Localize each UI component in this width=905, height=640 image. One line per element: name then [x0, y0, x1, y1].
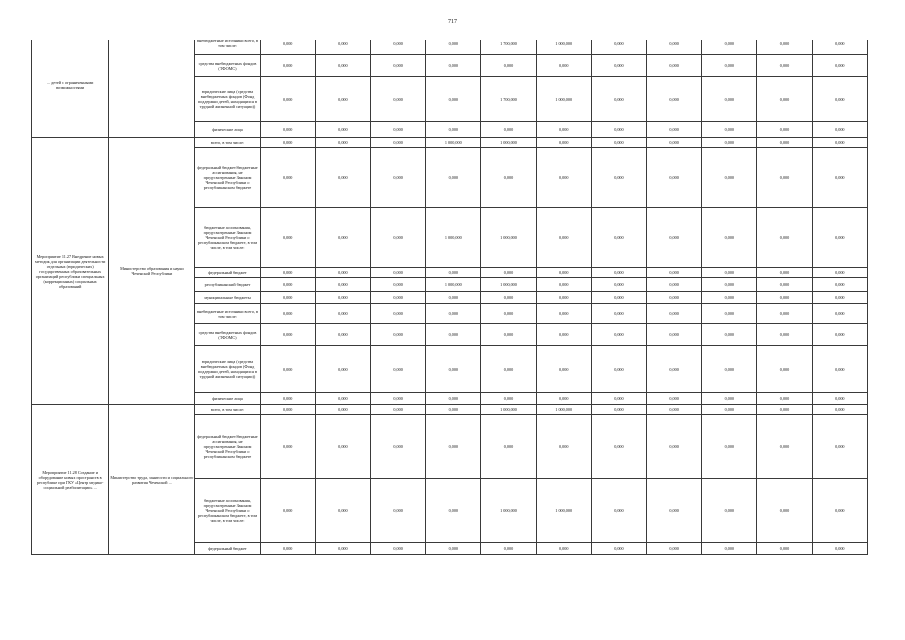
funding-source-cell: юридические лица (средства внебюджетных фондов (Фонд поддержки детей, находящихся в трудной жизненной ситуации)): [195, 346, 260, 393]
amount-cell: 0,000: [536, 543, 591, 555]
amount-cell: 0,000: [426, 393, 481, 405]
amount-cell: 0,000: [260, 304, 315, 324]
table-row: [32, 405, 868, 415]
measure-cell: Мероприятие 11.27 Внедрение новых методик для организации деятельности отдельных (юридических) государственных образовательных организаций республики специальных (коррекционных) социальных образований: [32, 138, 109, 405]
amount-cell: 0,000: [370, 543, 425, 555]
amount-cell: 0,000: [591, 208, 646, 268]
table-row: [32, 138, 868, 148]
amount-cell: 0,000: [591, 122, 646, 138]
amount-cell: 0,000: [702, 138, 757, 148]
amount-cell: 0,000: [426, 268, 481, 278]
amount-cell: 0,000: [536, 268, 591, 278]
amount-cell: 1 000,000: [536, 77, 591, 122]
amount-cell: 0,000: [426, 55, 481, 77]
amount-cell: 1 000,000: [481, 208, 536, 268]
funding-source-cell: средства внебюджетных фондов (ТФОМС): [195, 55, 260, 77]
amount-cell: 0,000: [647, 543, 702, 555]
amount-cell: 0,000: [370, 304, 425, 324]
funding-source-cell: бюджетные ассигнования, предусмотренные Законом Чеченской Республики о республиканском бюджете, в том числе, в том числе:: [195, 479, 260, 543]
funding-source-cell: федеральный бюджет: [195, 268, 260, 278]
amount-cell: 0,000: [591, 393, 646, 405]
amount-cell: 0,000: [260, 148, 315, 208]
amount-cell: 1 000,000: [426, 138, 481, 148]
amount-cell: 0,000: [370, 148, 425, 208]
amount-cell: 0,000: [426, 304, 481, 324]
funding-source-cell: физические лица: [195, 122, 260, 138]
amount-cell: 0,000: [702, 415, 757, 479]
amount-cell: 0,000: [702, 292, 757, 304]
amount-cell: 0,000: [702, 122, 757, 138]
funding-source-cell: бюджетные ассигнования, предусмотренные Законом Чеченской Республики о республиканском бюджете, в том числе, в том числе:: [195, 208, 260, 268]
amount-cell: 0,000: [481, 292, 536, 304]
funding-source-cell: всего, в том числе:: [195, 138, 260, 148]
amount-cell: 0,000: [260, 77, 315, 122]
amount-cell: 0,000: [370, 346, 425, 393]
amount-cell: 1 000,000: [536, 40, 591, 55]
amount-cell: 0,000: [812, 77, 867, 122]
amount-cell: 0,000: [315, 543, 370, 555]
amount-cell: 0,000: [812, 346, 867, 393]
amount-cell: 0,000: [260, 122, 315, 138]
budget-table: [31, 40, 868, 555]
amount-cell: 0,000: [702, 40, 757, 55]
amount-cell: 0,000: [591, 479, 646, 543]
amount-cell: 0,000: [426, 77, 481, 122]
amount-cell: 0,000: [647, 55, 702, 77]
amount-cell: 0,000: [315, 148, 370, 208]
amount-cell: 0,000: [757, 479, 812, 543]
amount-cell: 0,000: [647, 122, 702, 138]
funding-source-cell: средства внебюджетных фондов (ТФОМС): [195, 324, 260, 346]
amount-cell: 0,000: [481, 393, 536, 405]
amount-cell: 0,000: [370, 415, 425, 479]
amount-cell: 0,000: [591, 324, 646, 346]
amount-cell: 0,000: [757, 393, 812, 405]
amount-cell: 0,000: [370, 405, 425, 415]
funding-source-cell: внебюджетные источники всего, в том числе:: [195, 40, 260, 55]
amount-cell: 0,000: [757, 292, 812, 304]
amount-cell: 0,000: [315, 324, 370, 346]
amount-cell: 0,000: [260, 415, 315, 479]
amount-cell: 0,000: [426, 405, 481, 415]
amount-cell: 0,000: [481, 346, 536, 393]
amount-cell: 0,000: [591, 346, 646, 393]
amount-cell: 0,000: [812, 393, 867, 405]
amount-cell: 0,000: [315, 393, 370, 405]
amount-cell: 0,000: [647, 278, 702, 292]
amount-cell: 0,000: [591, 40, 646, 55]
amount-cell: 0,000: [757, 55, 812, 77]
funding-source-cell: физические лица: [195, 393, 260, 405]
amount-cell: 1 000,000: [426, 278, 481, 292]
amount-cell: 0,000: [591, 77, 646, 122]
amount-cell: 0,000: [426, 292, 481, 304]
amount-cell: 1 700,000: [481, 40, 536, 55]
amount-cell: 0,000: [702, 324, 757, 346]
funding-source-cell: республиканский бюджет: [195, 278, 260, 292]
amount-cell: 0,000: [812, 324, 867, 346]
amount-cell: 0,000: [757, 208, 812, 268]
amount-cell: 0,000: [315, 208, 370, 268]
amount-cell: 0,000: [812, 122, 867, 138]
amount-cell: 0,000: [370, 324, 425, 346]
amount-cell: 0,000: [536, 138, 591, 148]
amount-cell: 0,000: [757, 304, 812, 324]
amount-cell: 0,000: [536, 324, 591, 346]
amount-cell: 0,000: [315, 292, 370, 304]
amount-cell: 0,000: [260, 324, 315, 346]
amount-cell: 0,000: [370, 268, 425, 278]
amount-cell: 0,000: [536, 278, 591, 292]
amount-cell: 0,000: [647, 292, 702, 304]
amount-cell: 0,000: [591, 278, 646, 292]
amount-cell: 0,000: [370, 40, 425, 55]
amount-cell: 0,000: [702, 77, 757, 122]
amount-cell: 0,000: [370, 292, 425, 304]
amount-cell: 0,000: [426, 122, 481, 138]
funding-source-cell: муниципальные бюджеты: [195, 292, 260, 304]
amount-cell: 0,000: [757, 40, 812, 55]
amount-cell: 0,000: [591, 55, 646, 77]
amount-cell: 0,000: [315, 138, 370, 148]
amount-cell: 0,000: [481, 324, 536, 346]
amount-cell: 0,000: [812, 55, 867, 77]
amount-cell: 0,000: [591, 138, 646, 148]
amount-cell: 0,000: [536, 292, 591, 304]
amount-cell: 0,000: [647, 268, 702, 278]
amount-cell: 0,000: [757, 346, 812, 393]
funding-source-cell: федеральный бюджет: [195, 543, 260, 555]
amount-cell: 0,000: [812, 415, 867, 479]
amount-cell: 0,000: [536, 304, 591, 324]
amount-cell: 0,000: [370, 479, 425, 543]
amount-cell: 0,000: [315, 268, 370, 278]
amount-cell: 1 000,000: [426, 208, 481, 268]
amount-cell: 0,000: [647, 208, 702, 268]
amount-cell: 0,000: [757, 543, 812, 555]
amount-cell: 0,000: [812, 304, 867, 324]
amount-cell: 0,000: [536, 148, 591, 208]
amount-cell: 0,000: [260, 346, 315, 393]
amount-cell: 0,000: [426, 148, 481, 208]
amount-cell: 0,000: [260, 393, 315, 405]
amount-cell: 0,000: [315, 346, 370, 393]
amount-cell: 0,000: [536, 415, 591, 479]
amount-cell: 0,000: [702, 543, 757, 555]
amount-cell: 0,000: [702, 148, 757, 208]
measure-cell: ... детей с ограниченными возможностями: [32, 40, 109, 138]
amount-cell: 0,000: [315, 77, 370, 122]
amount-cell: 0,000: [260, 405, 315, 415]
amount-cell: 0,000: [757, 138, 812, 148]
amount-cell: 0,000: [315, 40, 370, 55]
amount-cell: 0,000: [702, 346, 757, 393]
amount-cell: 0,000: [812, 278, 867, 292]
amount-cell: 0,000: [647, 479, 702, 543]
amount-cell: 0,000: [812, 138, 867, 148]
amount-cell: 0,000: [757, 77, 812, 122]
amount-cell: 0,000: [481, 304, 536, 324]
amount-cell: 1 700,000: [481, 77, 536, 122]
amount-cell: 0,000: [647, 138, 702, 148]
amount-cell: 0,000: [757, 268, 812, 278]
amount-cell: 0,000: [702, 268, 757, 278]
amount-cell: 1 000,000: [481, 138, 536, 148]
amount-cell: 0,000: [260, 55, 315, 77]
amount-cell: 0,000: [370, 208, 425, 268]
amount-cell: 0,000: [647, 415, 702, 479]
amount-cell: 0,000: [370, 55, 425, 77]
amount-cell: 0,000: [702, 278, 757, 292]
amount-cell: 0,000: [370, 138, 425, 148]
amount-cell: 0,000: [647, 393, 702, 405]
amount-cell: 0,000: [315, 415, 370, 479]
amount-cell: 0,000: [647, 304, 702, 324]
amount-cell: 0,000: [481, 543, 536, 555]
amount-cell: 0,000: [536, 393, 591, 405]
amount-cell: 1 000,000: [481, 278, 536, 292]
amount-cell: 0,000: [260, 208, 315, 268]
amount-cell: 0,000: [426, 543, 481, 555]
amount-cell: 0,000: [647, 148, 702, 208]
amount-cell: 0,000: [315, 405, 370, 415]
amount-cell: 0,000: [757, 122, 812, 138]
amount-cell: 0,000: [481, 268, 536, 278]
amount-cell: 0,000: [315, 55, 370, 77]
amount-cell: 0,000: [702, 55, 757, 77]
amount-cell: 0,000: [812, 292, 867, 304]
amount-cell: 0,000: [591, 148, 646, 208]
budget-table-container: [31, 40, 868, 594]
amount-cell: 0,000: [426, 324, 481, 346]
amount-cell: 0,000: [260, 543, 315, 555]
amount-cell: 0,000: [591, 415, 646, 479]
amount-cell: 0,000: [315, 278, 370, 292]
funding-source-cell: всего, в том числе:: [195, 405, 260, 415]
amount-cell: 0,000: [757, 415, 812, 479]
amount-cell: 0,000: [315, 304, 370, 324]
amount-cell: 0,000: [757, 324, 812, 346]
amount-cell: 1 000,000: [481, 405, 536, 415]
amount-cell: 0,000: [260, 40, 315, 55]
amount-cell: 0,000: [757, 278, 812, 292]
amount-cell: 0,000: [647, 324, 702, 346]
amount-cell: 1 000,000: [536, 479, 591, 543]
measure-cell: Мероприятие 11.28 Создание и оборудование новых пространств в республике при ГКУ «Центр медико-социальной реабилитации» ...: [32, 405, 109, 555]
amount-cell: 0,000: [426, 479, 481, 543]
amount-cell: 0,000: [591, 292, 646, 304]
amount-cell: 0,000: [260, 479, 315, 543]
funding-source-cell: федеральный бюджет/бюджетные ассигнования, не предусмотренные Законом Чеченской Республики о республиканском бюджете: [195, 148, 260, 208]
amount-cell: 0,000: [812, 148, 867, 208]
amount-cell: 0,000: [702, 479, 757, 543]
amount-cell: 0,000: [315, 122, 370, 138]
amount-cell: 0,000: [370, 278, 425, 292]
amount-cell: 0,000: [757, 148, 812, 208]
funding-source-cell: федеральный бюджет/бюджетные ассигнования, не предусмотренные Законом Чеченской Республики о республиканском бюджете: [195, 415, 260, 479]
amount-cell: 0,000: [647, 346, 702, 393]
amount-cell: 0,000: [481, 55, 536, 77]
amount-cell: 0,000: [536, 346, 591, 393]
amount-cell: 0,000: [647, 40, 702, 55]
amount-cell: 0,000: [812, 543, 867, 555]
amount-cell: 0,000: [591, 543, 646, 555]
amount-cell: 0,000: [260, 268, 315, 278]
executor-cell: Министерство образования и науки Чеченской Республики: [109, 138, 195, 405]
page-number: 717: [448, 19, 457, 25]
amount-cell: 0,000: [260, 292, 315, 304]
amount-cell: 0,000: [426, 40, 481, 55]
amount-cell: 0,000: [591, 405, 646, 415]
amount-cell: 1 000,000: [481, 479, 536, 543]
amount-cell: 0,000: [370, 77, 425, 122]
amount-cell: 0,000: [315, 479, 370, 543]
amount-cell: 0,000: [481, 122, 536, 138]
executor-cell: [109, 40, 195, 138]
funding-source-cell: юридические лица (средства внебюджетных фондов (Фонд поддержки детей, находящихся в трудной жизненной ситуации)): [195, 77, 260, 122]
amount-cell: 0,000: [812, 208, 867, 268]
amount-cell: 0,000: [702, 208, 757, 268]
table-row: [32, 40, 868, 55]
amount-cell: 0,000: [647, 405, 702, 415]
amount-cell: 0,000: [591, 304, 646, 324]
amount-cell: 0,000: [702, 304, 757, 324]
amount-cell: 0,000: [536, 208, 591, 268]
amount-cell: 0,000: [481, 148, 536, 208]
amount-cell: 0,000: [757, 405, 812, 415]
amount-cell: 0,000: [812, 40, 867, 55]
amount-cell: 0,000: [591, 268, 646, 278]
amount-cell: 0,000: [702, 393, 757, 405]
amount-cell: 0,000: [536, 122, 591, 138]
amount-cell: 0,000: [370, 122, 425, 138]
amount-cell: 0,000: [481, 415, 536, 479]
executor-cell: Министерство труда, занятости и социального развития Чеченской ...: [109, 405, 195, 555]
amount-cell: 0,000: [260, 138, 315, 148]
amount-cell: 0,000: [426, 346, 481, 393]
amount-cell: 0,000: [812, 479, 867, 543]
funding-source-cell: внебюджетные источники всего, в том числе:: [195, 304, 260, 324]
amount-cell: 1 000,000: [536, 405, 591, 415]
amount-cell: 0,000: [647, 77, 702, 122]
amount-cell: 0,000: [260, 278, 315, 292]
amount-cell: 0,000: [812, 405, 867, 415]
amount-cell: 0,000: [536, 55, 591, 77]
amount-cell: 0,000: [370, 393, 425, 405]
amount-cell: 0,000: [812, 268, 867, 278]
amount-cell: 0,000: [702, 405, 757, 415]
amount-cell: 0,000: [426, 415, 481, 479]
